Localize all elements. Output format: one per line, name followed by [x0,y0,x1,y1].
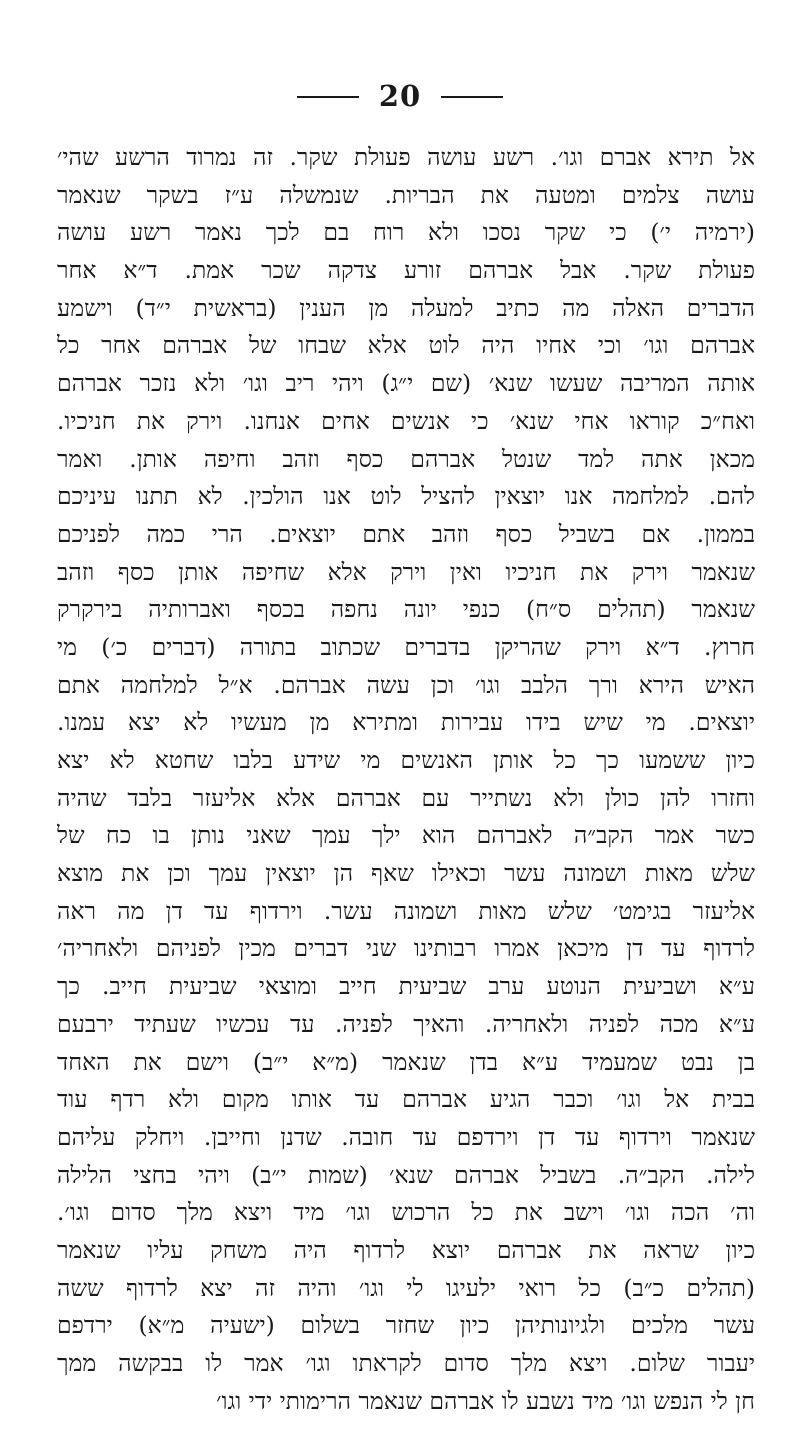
text-line: כיון ששמעו כך כל אותן האנשים מי שידע בלבו שחטא לא יצא [57,746,755,774]
text-line: שלש מאות ושמונה עשר וכאילו שאף הן יוצאין עמך וכן את מוצא [57,859,755,888]
text-line: ואח״כ קוראו אחי שנא׳ כי אנשים אחים אנחנו. וירק את חניכיו. [57,406,755,435]
text-line: להם. למלחמה אנו יוצאין להציל לוט אנו הולכין. לא תתנו עיניכם [57,482,755,511]
text-line: לילה. הקב״ה. בשביל אברהם שנא׳ (שמות י״ב) ויהי בחצי הלילה [57,1160,755,1189]
text-line: אל תירא אברם וגו׳. רשע עושה פעולת שקר. זה נמרוד הרשע שהי׳ [57,143,755,171]
text-line: כיון שראה את אברהם יוצא לרדוף היה משחק עליו שנאמר [57,1235,755,1264]
text-line: שנאמר וירק את חניכיו ואין וירק אלא שחיפה אותן כסף וזהב [57,557,755,586]
text-line: ע״א ושביעית הנוטע ערב שביעית חייב ומוצאי שביעית חייב. כך [57,972,755,1001]
text-line: מכאן אתה למד שנטל אברהם כסף וזהב וחיפה אותן. ואמר [57,444,755,473]
text-line: יוצאים. מי שיש בידו עבירות ומתירא מן מעשיו לא יצא עמנו. [57,708,755,737]
text-line: שנאמר וירדוף עד דן וירדפם עד חובה. שדנן וחייבן. ויחלק עליהם [57,1122,755,1151]
text-line: (ירמיה י׳) כי שקר נסכו ולא רוח בם לכך נאמר רשע עושה [57,218,755,247]
text-line: חרוץ. ד״א וירק שהריקן בדברים שכתוב בתורה (דברים כ׳) מי [57,632,755,661]
text-line: (תהלים כ״ב) כל רואי ילעיגו לי וגו׳ והיה זה יצא לרדוף ששה [57,1273,755,1302]
page-body [57,139,755,1420]
text-line: אותה המריבה שעשו שנא׳ (שם י״ג) ויהי ריב וגו׳ ולא נזכר אברהם [57,369,755,398]
text-line: עושה צלמים ומטעה את הבריות. שנמשלה ע״ז בשקר שנאמר [57,180,755,209]
text-line: אליעזר בגימט׳ שלש מאות ושמונה עשר. וירדוף עד דן מה ראה [57,896,755,925]
text-line: בן נבט שמעמיד ע״א בדן שנאמר (מ״א י״ב) וישם את האחד [57,1047,755,1076]
text-line: עשר מלכים ולגיונותיהן כיון שחזר בשלום (ישעיה מ״א) ירדפם [57,1311,755,1340]
text-line: שנאמר (תהלים ס״ח) כנפי יונה נחפה בכסף ואברותיה בירקרק [57,595,755,624]
text-line: חן לי הנפש וגו׳ מיד נשבע לו אברהם שנאמר הרימותי ידי וגו׳ [216,1386,755,1415]
text-line: יעבור שלום. ויצא מלך סדום לקראתו וגו׳ אמר לו בבקשה ממך [57,1349,755,1377]
text-line: אברהם וגו׳ וכי אחיו היה לוט אלא שבחו של אברהם אחר כל [57,331,755,360]
page-number: 20 [378,79,422,113]
text-line: האיש הירא ורך הלבב וגו׳ וכן עשה אברהם. א״ל למלחמה אתם [57,670,755,699]
text-line: וה׳ הכה וגו׳ וישב את כל הרכוש וגו׳ מיד ויצא מלך סדום וגו׳. [57,1198,755,1227]
text-line: ע״א מכה לפניה ולאחריה. והאיך לפניה. עד עכשיו שעתיד ירבעם [57,1009,755,1038]
text-line: בממון. אם בשביל כסף וזהב אתם יוצאים. הרי כמה לפניכם [57,519,755,548]
text-line: הדברים האלה מה כתיב למעלה מן הענין (בראשית י״ד) וישמע [57,293,755,322]
header-rule-left [297,96,359,98]
header-rule-right [441,96,503,98]
text-line: לרדוף עד דן מיכאן אמרו רבותינו שני דברים מכין לפניהם ולאחריה׳ [57,934,755,963]
text-line: כשר אמר הקב״ה לאברהם הוא ילך עמך שאני נותן בו כח של [57,821,755,850]
text-line: בבית אל וגו׳ וכבר הגיע אברהם עד אותו מקום ולא רדף עוד [57,1085,755,1114]
page-header [0,79,800,113]
text-line: וחזרו להן כולן ולא נשתייר עם אברהם אלא אליעזר בלבד שהיה [57,783,755,812]
text-line: פעולת שקר. אבל אברהם זורע צדקה שכר אמת. ד״א אחר [57,256,755,285]
